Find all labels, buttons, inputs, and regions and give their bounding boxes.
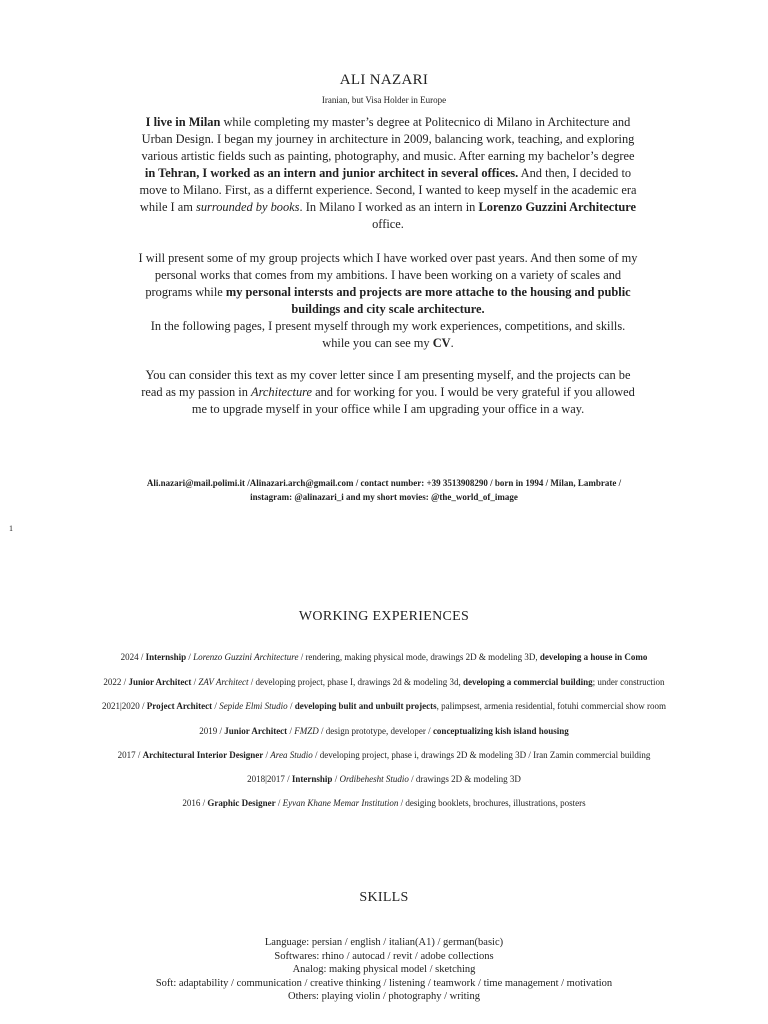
text-run: FMZD <box>294 726 319 736</box>
experience-item <box>0 677 768 687</box>
text-run: in Tehran, I worked as an intern and junior architect in several offices. <box>144 166 519 180</box>
intro-paragraph-1 <box>138 114 638 233</box>
text-run: / <box>287 726 295 736</box>
text-run: . <box>450 336 454 350</box>
text-run: / drawings 2D & modeling 3D <box>408 774 521 784</box>
skill-item: Others: playing violin / photography / writing <box>288 991 480 1002</box>
text-run: Area Studio <box>270 750 313 760</box>
section-title-experiences: WORKING EXPERIENCES <box>298 609 470 624</box>
text-run: / <box>263 750 271 760</box>
text-run: / <box>191 677 199 687</box>
text-run: / <box>332 774 340 784</box>
text-run: You can consider this text as my cover letter since I am presenting myself, and the projects can be read as my passion in <box>141 368 631 399</box>
text-run: / developing project, phase I, drawings 2d & modeling 3d, <box>248 677 463 687</box>
text-run: Project Architect <box>146 701 213 711</box>
text-run: 2021|2020 / <box>101 701 147 711</box>
section-title-skills: SKILLS <box>359 890 409 905</box>
text-run: Graphic Designer <box>207 798 276 808</box>
experience-item <box>0 701 768 711</box>
text-run: / rendering, making physical mode, drawings 2D & modeling 3D, <box>298 652 540 662</box>
text-run: / <box>212 701 220 711</box>
text-run: CV <box>432 336 451 350</box>
page-number: 1 <box>9 524 13 533</box>
page-title: ALI NAZARI <box>339 72 429 88</box>
text-run: developing bulit and unbuilt projects <box>294 701 437 711</box>
experience-item <box>0 798 768 808</box>
text-run: . In Milano I worked as an intern in <box>299 200 479 214</box>
text-run: Architectural Interior Designer <box>142 750 264 760</box>
text-run: Sepide Elmi Studio <box>219 701 288 711</box>
text-run: / <box>287 701 295 711</box>
text-run: developing a commercial building <box>462 677 593 687</box>
text-run: Internship <box>291 774 333 784</box>
text-run: / desiging booklets, brochures, illustrations, posters <box>398 798 586 808</box>
text-run: I will present some of my group projects which I have worked over past years. And then some of my personal works that comes from my ambitions. I have been working on a variety of scales and programs while <box>138 251 638 299</box>
experience-item <box>0 652 768 662</box>
text-run: Junior Architect <box>224 726 288 736</box>
text-run: conceptualizing kish island housing <box>432 726 569 736</box>
text-run: Lorenzo Guzzini Architecture <box>478 200 637 214</box>
text-run: 2019 / <box>199 726 225 736</box>
text-run: I live in Milan <box>145 115 221 129</box>
skill-item: Soft: adaptability / communication / creative thinking / listening / teamwork / time management / motivation <box>155 977 613 989</box>
text-run: / developing project, phase i, drawings 2D & modeling 3D / Iran Zamin commercial building <box>312 750 651 760</box>
text-run: And then, I decided to move to Milano. First, as a differnt experience. Second, I wanted to keep myself in the academic era while I am <box>139 166 637 214</box>
intro-paragraph-2 <box>138 250 638 352</box>
text-run: / <box>275 798 283 808</box>
skill-item: Language: persian / english / italian(A1) / german(basic) <box>264 937 504 948</box>
text-run: Architecture <box>251 385 313 399</box>
text-run: 2018|2017 / <box>247 774 292 784</box>
text-run: office. <box>372 217 404 231</box>
skill-item: Analog: making physical model / sketching <box>292 964 476 975</box>
text-run: / <box>186 652 194 662</box>
text-run: developing a house in Como <box>539 652 648 662</box>
experience-item <box>0 726 768 736</box>
intro-paragraph-3 <box>138 367 638 418</box>
text-run: 2024 / <box>120 652 146 662</box>
text-run: ZAV Architect <box>198 677 249 687</box>
text-run: surrounded by books <box>196 200 300 214</box>
text-run: / design prototype, developer / <box>318 726 433 736</box>
text-run: my personal intersts and projects are more attache to the housing and public buildings and city scale architecture. <box>225 285 631 316</box>
contact-line-2: instagram: @alinazari_i and my short movies: @the_world_of_image <box>250 492 518 502</box>
text-run: 2022 / <box>103 677 129 687</box>
text-run: and for working for you. I would be very grateful if you allowed me to upgrade myself in your office while I am upgrading your office in a way. <box>191 385 635 416</box>
contact-info <box>0 476 768 504</box>
experience-item <box>0 774 768 784</box>
text-run: while completing my master’s degree at Politecnico di Milano in Architecture and Urban Design. I began my journey in architecture in 2009, balancing work, teaching, and exploring various artistic fields such as painting, photography, and music. After earning my bachelor’s degree <box>141 115 635 163</box>
text-run: 2017 / <box>117 750 143 760</box>
text-run: In the following pages, I present myself through my work experiences, competitions, and skills. while you can see my <box>150 319 626 350</box>
experience-item <box>0 750 768 760</box>
text-run: Eyvan Khane Memar Institution <box>282 798 399 808</box>
text-run: Lorenzo Guzzini Architecture <box>193 652 299 662</box>
text-run: , palimpsest, armenia residential, fotuhi commercial show room <box>436 701 667 711</box>
text-run: Internship <box>145 652 187 662</box>
subtitle: Iranian, but Visa Holder in Europe <box>321 95 447 105</box>
contact-line-1: Ali.nazari@mail.polimi.it /Alinazari.arch@gmail.com / contact number: +39 3513908290 / born in 1994 / Milan, Lambrate / <box>146 478 622 488</box>
text-run: 2016 / <box>182 798 208 808</box>
text-run: Ordibehesht Studio <box>339 774 409 784</box>
text-run: Junior Architect <box>128 677 192 687</box>
skill-item: Softwares: rhino / autocad / revit / adobe collections <box>274 950 494 962</box>
text-run: ; under construction <box>592 677 665 687</box>
